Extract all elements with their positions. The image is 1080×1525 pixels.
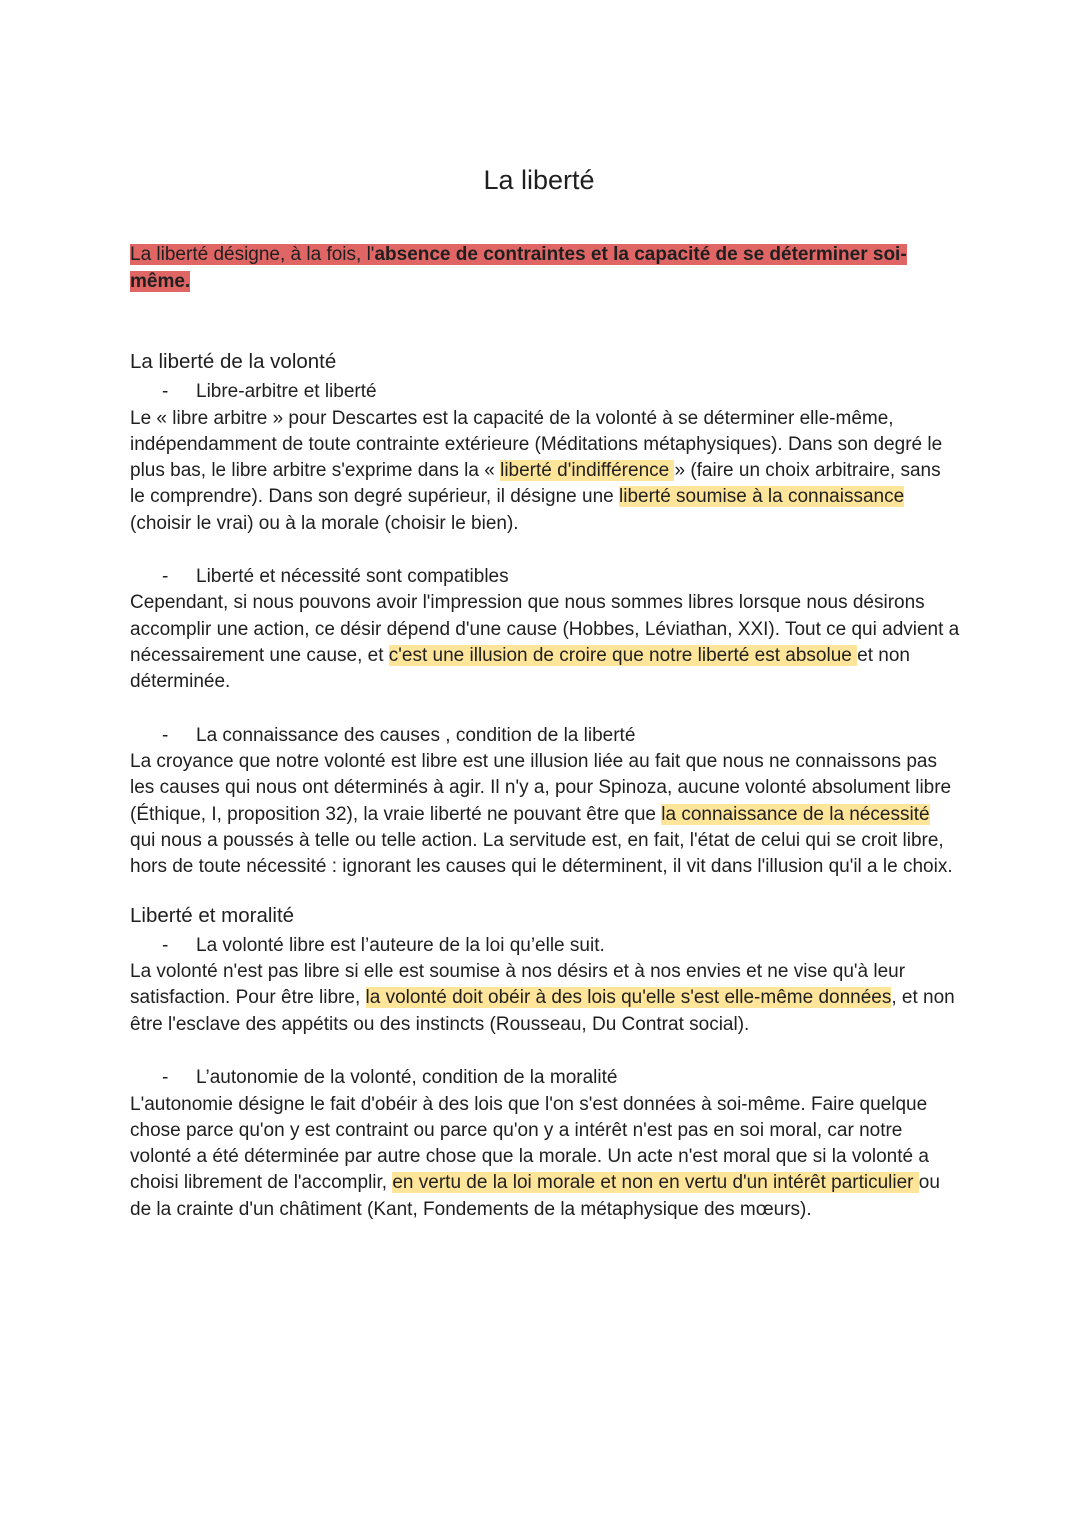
bullet-item <box>130 379 960 406</box>
bullet-item <box>130 1065 960 1092</box>
bullet-item <box>130 564 960 591</box>
definition-paragraph <box>130 242 960 295</box>
bullet-dash: - <box>162 1067 169 1089</box>
paragraph-text: » (faire un choix arbitraire, sans le comprendre). Dans son degré supérieur, il désigne une <box>130 460 941 508</box>
bullet-item <box>130 723 960 750</box>
paragraph-text: qui nous a poussés à telle ou telle action. La servitude est, en fait, l'état de celui qui se croit libre, hors de toute nécessité : ignorant les causes qui le déterminent, il vit dans l'illusion qu'il a le choix. <box>130 830 953 878</box>
paragraph-text: et non déterminée. <box>130 645 910 693</box>
section-heading: Liberté et moralité <box>130 903 295 927</box>
paragraph-text: La croyance que notre volonté est libre est une illusion liée au fait que nous ne connaissons pas les causes qui nous ont déterminés à agir. Il n'y a, pour Spinoza, aucune volonté absolument libre (Éthique, I, proposition 32), la vraie liberté ne pouvant être que <box>130 751 952 825</box>
paragraph-text: Cependant, si nous pouvons avoir l'impression que nous sommes libres lorsque nous désirons accomplir une action, ce désir dépend d'une cause (Hobbes, Léviathan, XXI). Tout ce qui advient a nécessairement une cause, et <box>130 592 960 667</box>
section-heading: La liberté de la volonté <box>130 350 337 373</box>
bullet-dash: - <box>162 724 169 746</box>
paragraph-text: L'autonomie désigne le fait d'obéir à des lois que l'on s'est données à soi-même. Faire quelque chose parce qu'on y est contraint ou parce qu'on y a intérêt n'est pas en soi moral, car notre volonté a été déterminée par autre chose que la morale. Un acte n'est moral que si la volonté a choisi librement de l'accomplir, <box>130 1093 929 1194</box>
subsection <box>130 723 960 881</box>
bullet-title: La connaissance des causes , condition de la liberté <box>196 724 636 746</box>
highlighted-text: liberté soumise à la connaissance <box>619 486 905 508</box>
bullet-title: Liberté et nécessité sont compatibles <box>196 565 509 587</box>
highlighted-text: la volonté doit obéir à des lois qu'elle s'est elle-même données <box>365 987 892 1009</box>
paragraph-text: La volonté n'est pas libre si elle est soumise à nos désirs et à nos envies et ne vise qu'à leur satisfaction. Pour être libre, <box>130 961 906 1009</box>
bullet-dash: - <box>162 565 169 587</box>
subsection <box>130 1065 960 1223</box>
bullet-item <box>130 933 960 960</box>
definition-highlight <box>130 244 907 292</box>
subsection <box>130 379 960 537</box>
paragraph-text: , et non être l'esclave des appétits ou des instincts (Rousseau, Du Contrat social). <box>130 987 955 1035</box>
body-paragraph <box>130 1092 960 1223</box>
definition-bold-text: absence de contraintes et la capacité de se déterminer soi-même. <box>130 244 907 292</box>
bullet-dash: - <box>162 934 169 956</box>
body-paragraph <box>130 959 960 1038</box>
sections-container <box>130 347 960 1223</box>
body-paragraph <box>130 590 960 695</box>
subsection <box>130 564 960 696</box>
bullet-title: L’autonomie de la volonté, condition de la moralité <box>196 1067 618 1089</box>
document-title: La liberté <box>483 165 595 195</box>
body-paragraph <box>130 749 960 880</box>
bullet-title: Libre-arbitre et liberté <box>196 381 377 402</box>
definition-plain-text: La liberté désigne, à la fois, l' <box>130 244 375 265</box>
highlighted-text: c'est une illusion de croire que notre liberté est absolue <box>388 645 858 667</box>
body-paragraph <box>130 406 960 537</box>
subsection <box>130 933 960 1038</box>
highlighted-text: liberté d'indifférence <box>500 460 675 482</box>
bullet-title: La volonté libre est l’auteure de la loi qu’elle suit. <box>196 934 605 956</box>
paragraph-text: Le « libre arbitre » pour Descartes est la capacité de la volonté à se déterminer elle-même, indépendamment de toute contrainte extérieure (Méditations métaphysiques). Dans son degré le plus bas, le libre arbitre s'exprime dans la « <box>130 407 943 482</box>
highlighted-text: en vertu de la loi morale et non en vertu d'un intérêt particulier <box>392 1172 919 1194</box>
paragraph-text: ou de la crainte d'un châtiment (Kant, Fondements de la métaphysique des mœurs). <box>130 1172 940 1220</box>
paragraph-text: (choisir le vrai) ou à la morale (choisir le bien). <box>130 512 519 534</box>
document-page <box>130 160 960 1250</box>
highlighted-text: la connaissance de la nécessité <box>661 803 930 825</box>
bullet-dash: - <box>162 381 169 402</box>
